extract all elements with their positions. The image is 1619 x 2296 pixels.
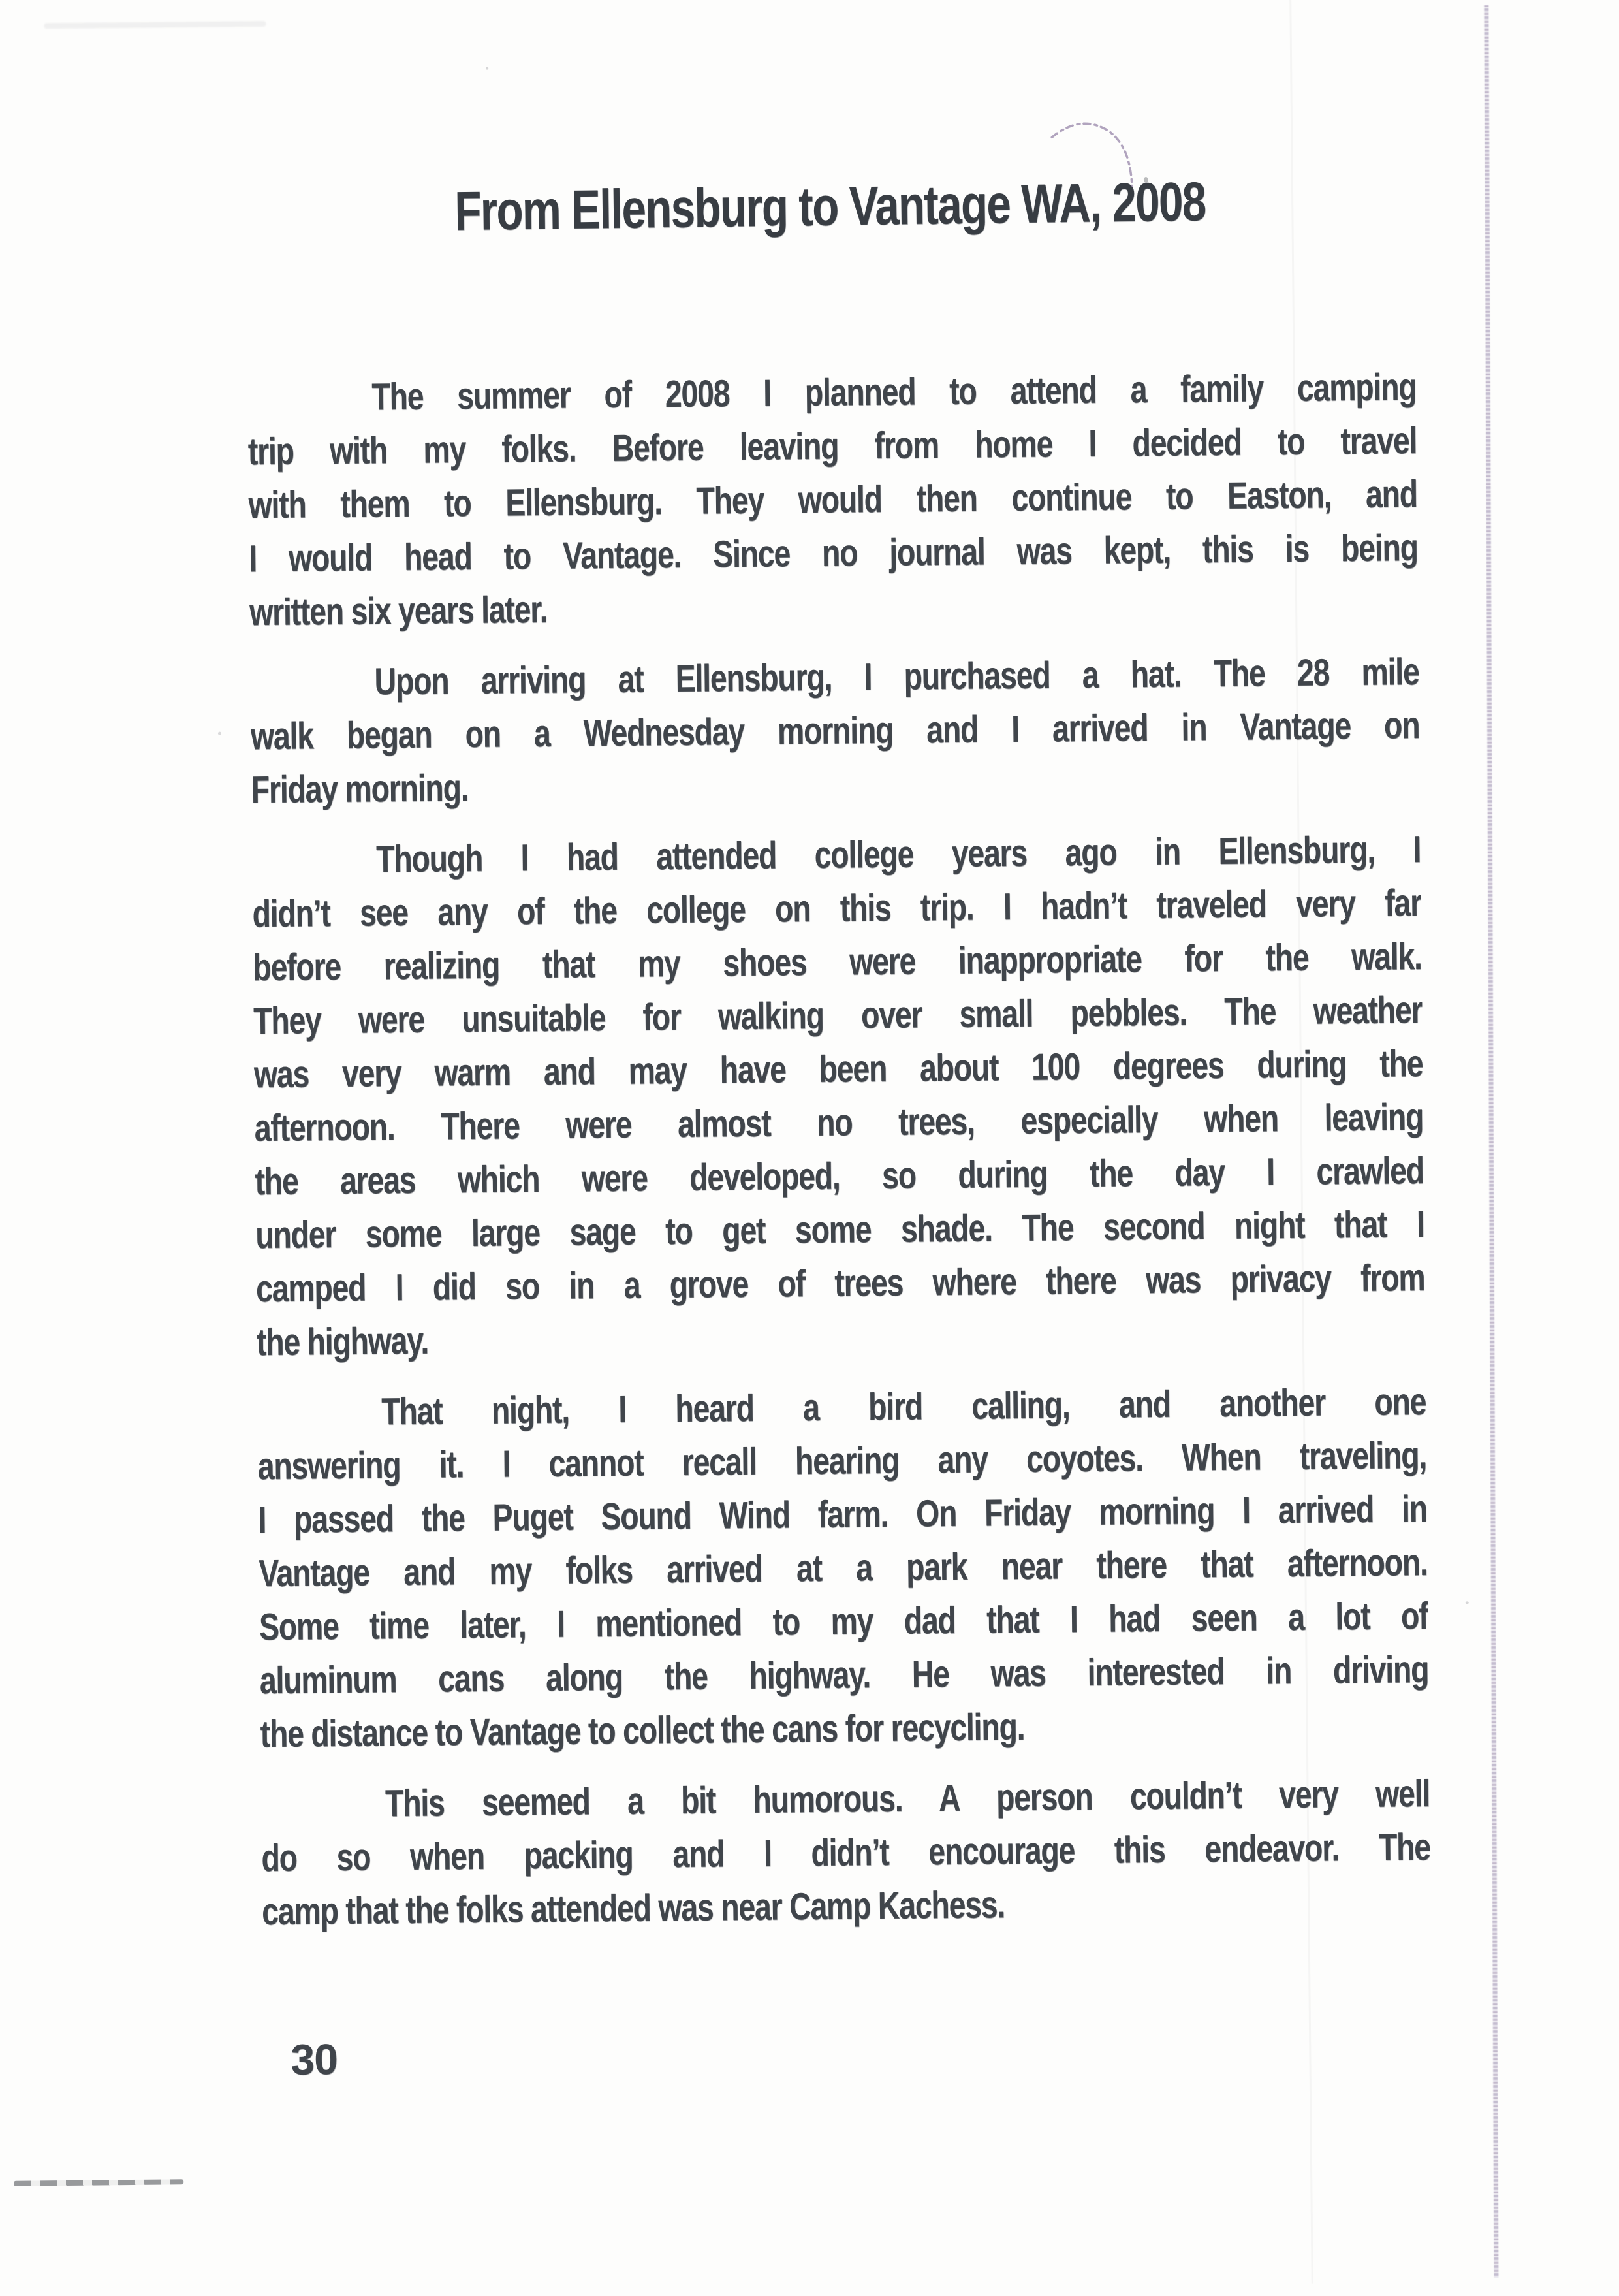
text-line: written six years later.: [249, 588, 548, 634]
text-line: Some time later, I mentioned to my dad that I had seen a lot of: [259, 1594, 1428, 1649]
text-line: afternoon. There were almost no trees, especially when leaving: [254, 1095, 1424, 1150]
scan-speck: [1144, 177, 1148, 183]
page-title: From Ellensburg to Vantage WA, 2008: [454, 170, 1206, 242]
text-line: Friday morning.: [251, 766, 469, 812]
text-line: This seemed a bit humorous. A person couldn’t very well: [385, 1772, 1430, 1825]
text-line: with them to Ellensburg. They would then continue to Easton, and: [248, 473, 1418, 527]
text-line: Vantage and my folks arrived at a park near there that afternoon.: [258, 1540, 1428, 1595]
scan-speck: [218, 732, 221, 735]
scan-top-smudge: [44, 21, 266, 29]
text-line: answering it. I cannot recall hearing any coyotes. When traveling,: [257, 1433, 1427, 1488]
text-line: was very warm and may have been about 100 degrees during the: [253, 1042, 1423, 1096]
text-line: camp that the folks attended was near Camp Kachess.: [261, 1883, 1005, 1934]
text-line: Upon arriving at Ellensburg, I purchased a hat. The 28 mile: [374, 650, 1419, 703]
text-line: The summer of 2008 I planned to attend a family camping: [371, 366, 1417, 419]
text-line: I would head to Vantage. Since no journal was kept, this is being: [249, 526, 1418, 581]
text-column: [245, 169, 1431, 1956]
scan-scratch-vertical-line: [1484, 5, 1498, 2278]
text-line: didn’t see any of the college on this trip. I hadn’t traveled very far: [252, 881, 1422, 936]
text-line: Though I had attended college years ago in Ellensburg, I: [375, 827, 1421, 881]
text-line: the highway.: [256, 1319, 429, 1364]
paragraph: [251, 823, 1425, 1369]
scan-speck: [1466, 1601, 1469, 1604]
text-line: camped I did so in a grove of trees where there was privacy from: [255, 1256, 1425, 1311]
text-line: walk began on a Wednesday morning and I arrived in Vantage on: [250, 704, 1420, 758]
text-line: the areas which were developed, so during the day I crawled: [255, 1149, 1424, 1204]
text-line: before realizing that my shoes were inappropriate for the walk.: [253, 934, 1422, 989]
scan-scratch-curve-mark: [1033, 103, 1178, 208]
page-number: 30: [291, 2035, 338, 2084]
text-line: do so when packing and I didn’t encourage this endeavor. The: [261, 1825, 1431, 1880]
text-line: aluminum cans along the highway. He was interested in driving: [259, 1648, 1429, 1702]
document-body: [247, 360, 1431, 1939]
paragraph: [247, 360, 1419, 639]
scan-speck: [486, 67, 488, 70]
scan-bottom-dashes: [14, 2179, 183, 2186]
text-line: the distance to Vantage to collect the cans for recycling.: [260, 1705, 1025, 1756]
text-line: trip with my folks. Before leaving from home I decided to travel: [247, 419, 1417, 473]
paragraph: [260, 1767, 1431, 1939]
text-line: They were unsuitable for walking over small pebbles. The weather: [253, 988, 1423, 1043]
paragraph: [250, 645, 1421, 817]
text-line: That night, I heard a bird calling, and another one: [381, 1380, 1426, 1433]
text-line: I passed the Puget Sound Wind farm. On Friday morning I arrived in: [258, 1487, 1428, 1542]
paragraph: [257, 1375, 1430, 1761]
text-line: under some large sage to get some shade. The second night that I: [255, 1202, 1424, 1257]
